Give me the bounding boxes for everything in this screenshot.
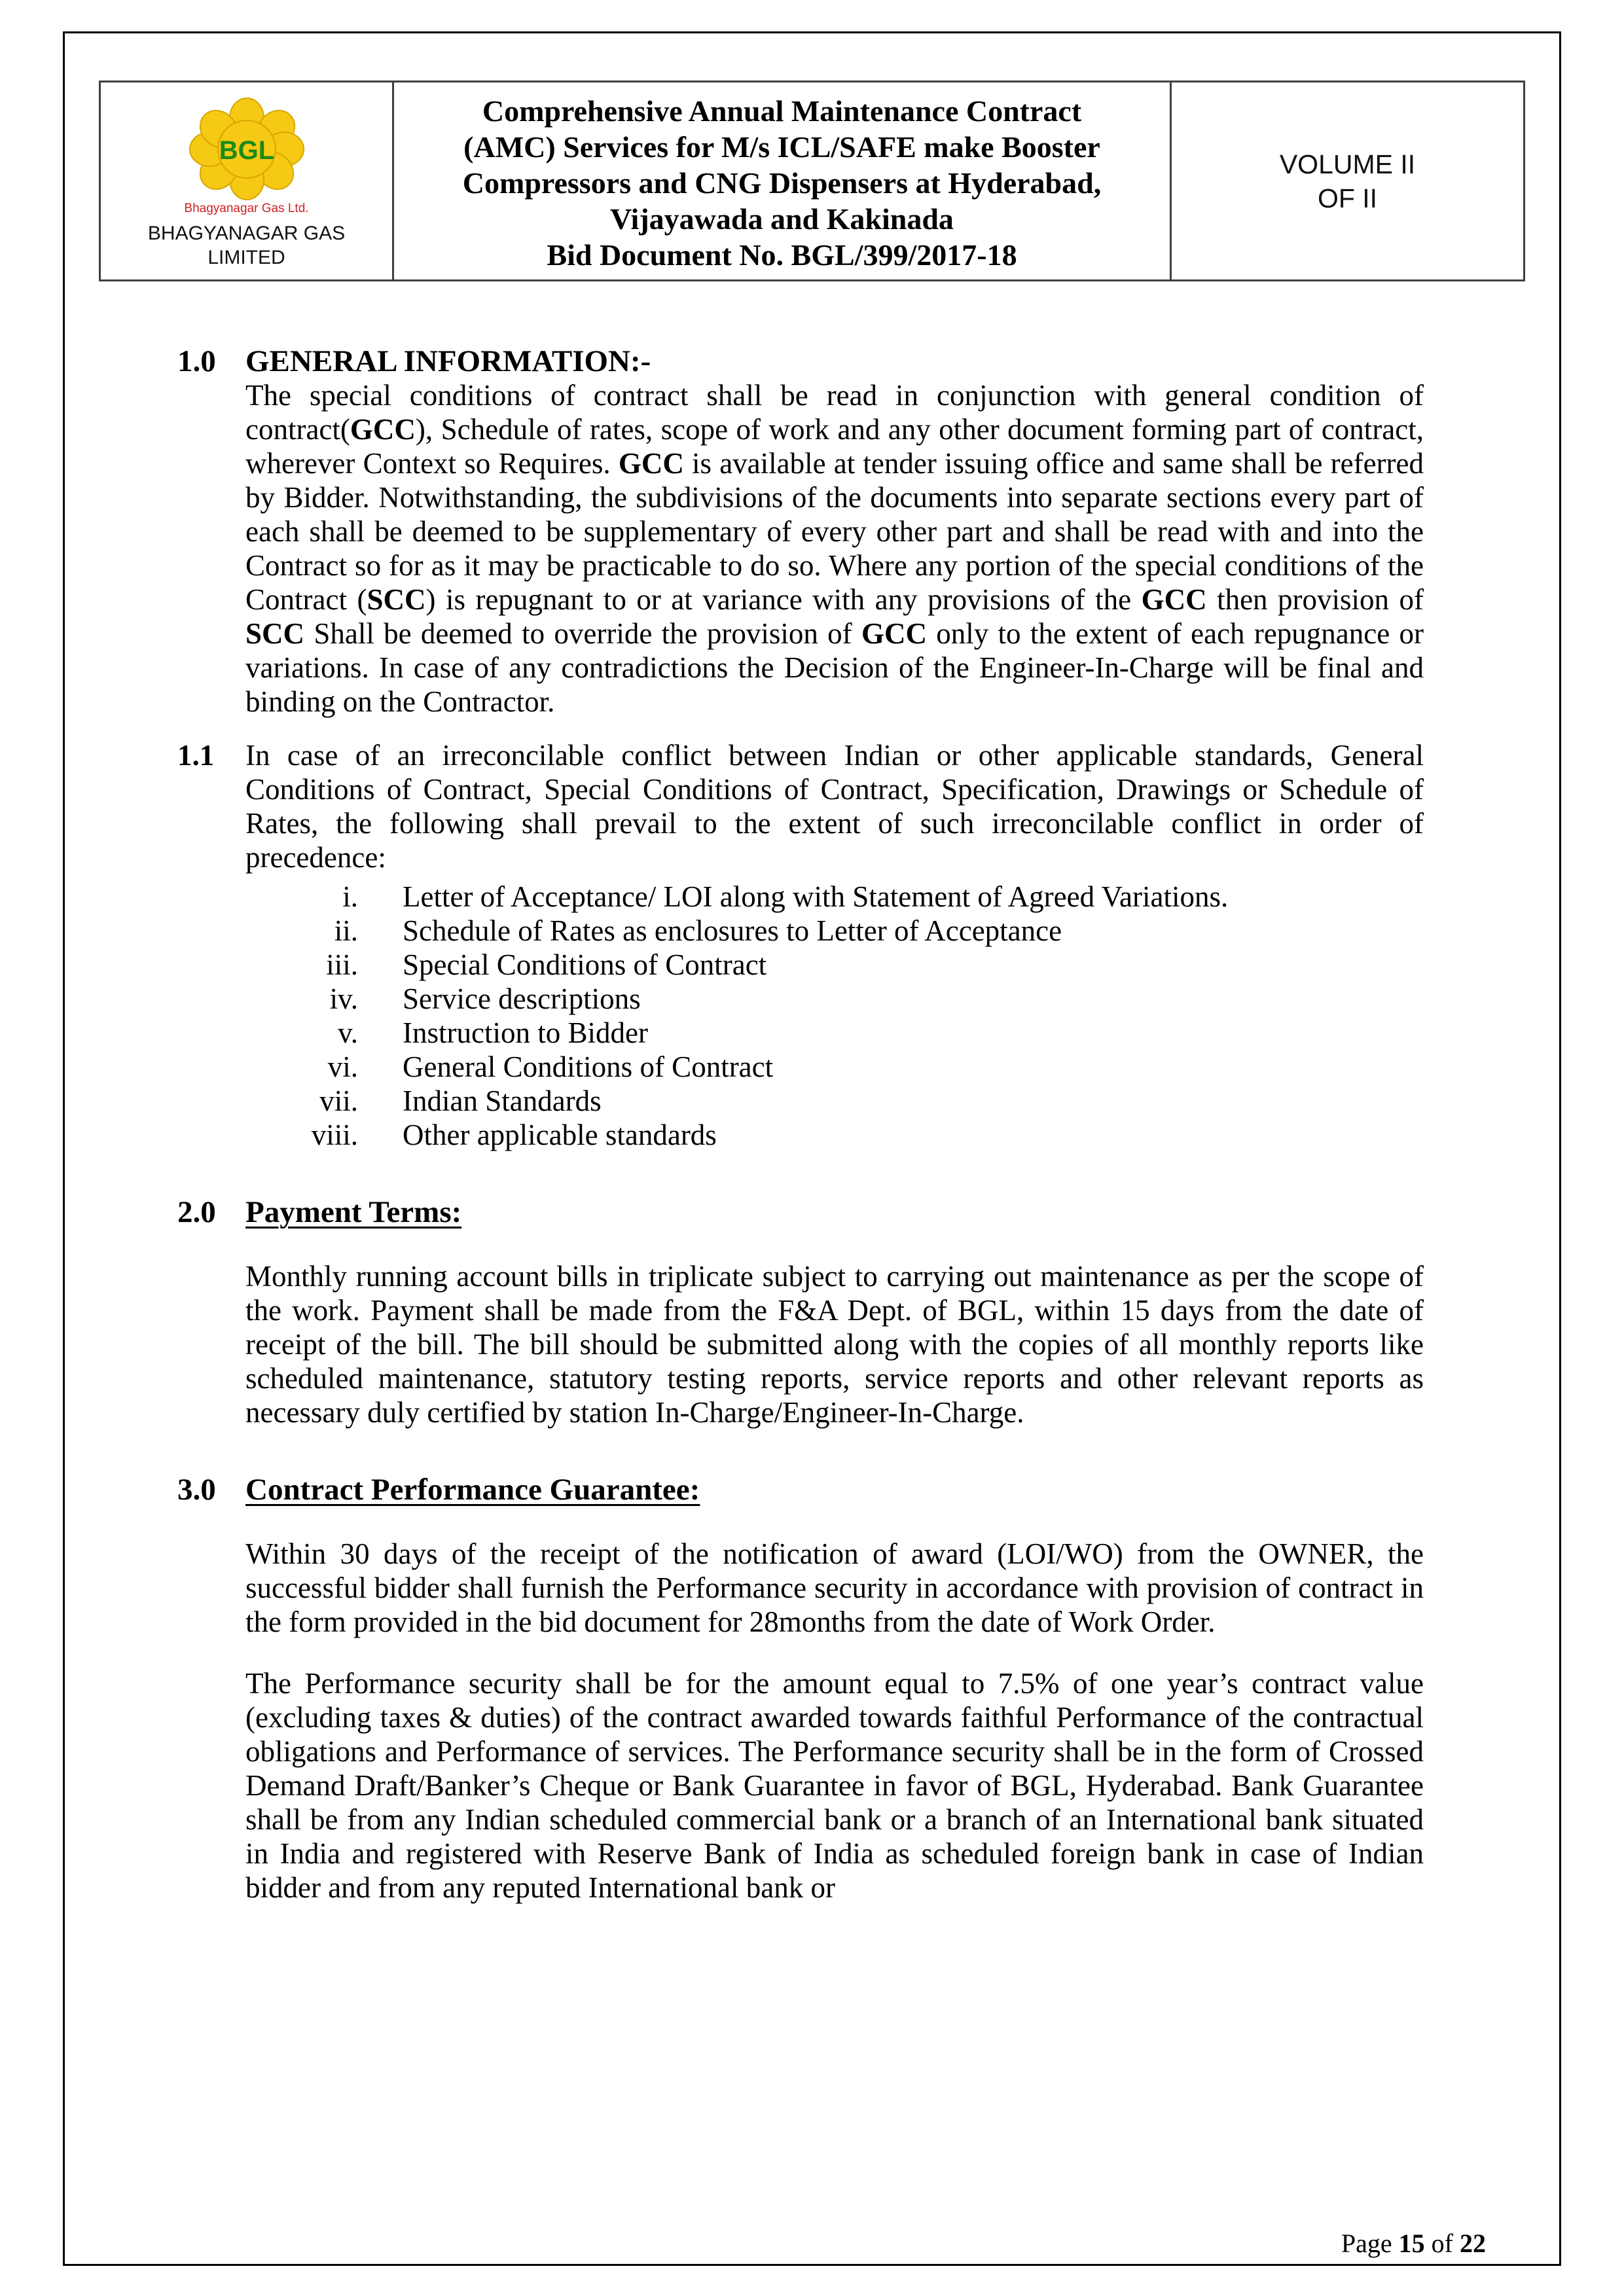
page-border [63,31,1561,2266]
company-name: BHAGYANAGAR GAS LIMITED [147,222,346,268]
section-title: Payment Terms: [245,1195,462,1229]
list-item-text: Service descriptions [403,982,641,1015]
list-item [177,1118,1485,1152]
section-1-0 [177,344,1485,719]
list-item [177,982,1485,1016]
section-number: 2.0 [177,1195,216,1229]
list-item-numeral: vi. [327,1050,358,1083]
section-title: Contract Performance Guarantee: [245,1473,700,1507]
page-number: 15 [1398,2229,1425,2258]
precedence-list [177,880,1485,1152]
page-footer [1341,2228,1486,2259]
title-cell [394,82,1170,279]
list-item-text: Schedule of Rates as enclosures to Letter of Acceptance [403,914,1062,947]
of-label: of [1424,2229,1460,2258]
list-item [177,1016,1485,1050]
document-header [99,81,1525,281]
section-2-0-heading [177,1195,1485,1229]
volume-line-1: VOLUME II [1279,149,1416,179]
bid-doc-number: Bid Document No. BGL/399/2017-18 [547,238,1017,272]
section-title: GENERAL INFORMATION:- [245,344,651,378]
list-item-numeral: v. [338,1016,358,1049]
section-3-0 [177,1473,1485,1905]
list-item [177,880,1485,914]
logo-cell [101,82,394,279]
doc-title-line-2: (AMC) Services for M/s ICL/SAFE make Booster [463,130,1100,164]
list-item-text: Indian Standards [403,1085,602,1117]
section-1-0-paragraph: The special conditions of contract shall be read in conjunction with general condition of contract(GCC), Schedule of rates, scope of work and any other document forming part of contract, wherever Context so Requires. GCC is available at tender issuing office and same shall be referred by Bidder. Notwithstanding, the subdivisions of the documents into separate sections every part of each shall be deemed to be supplementary of every other part and shall be read with and into the Contract so for as it may be practicable to do so. Where any portion of the special conditions of the Contract (SCC) is repugnant to or at variance with any provisions of the GCC then provision of SCC Shall be deemed to override the provision of GCC only to the extent of each repugnance or variations. In case of any contradictions the Decision of the Engineer-In-Charge will be final and binding on the Contractor. [245,379,1424,718]
logo-brand-text: Bhagyanagar Gas Ltd. [184,201,309,215]
list-item-numeral: ii. [334,914,358,947]
doc-title-line-1: Comprehensive Annual Maintenance Contract [482,94,1082,128]
list-item-numeral: iv. [329,982,358,1015]
list-item-numeral: iii. [326,948,358,981]
section-number: 3.0 [177,1473,216,1507]
page-label: Page [1341,2229,1399,2258]
section-3-0-heading [177,1473,1485,1507]
volume-cell [1170,82,1523,279]
section-number: 1.0 [177,344,216,378]
list-item-text: Other applicable standards [403,1119,717,1151]
list-item [177,914,1485,948]
section-3-0-paragraph-2: The Performance security shall be for the amount equal to 7.5% of one year’s contract value (excluding taxes & duties) of the contract awarded towards faithful Performance of the contractual obligations and Performance of services. The Performance security shall be in the form of Crossed Demand Draft/Banker’s Cheque or Bank Guarantee in favor of BGL, Hyderabad. Bank Guarantee shall be from any Indian scheduled commercial bank or a branch of an International bank situated in India and registered with Reserve Bank of India as scheduled foreign bank in case of Indian bidder and from any reputed International bank or [245,1667,1424,1904]
volume-line-2: OF II [1317,183,1378,213]
list-item-text: Letter of Acceptance/ LOI along with Statement of Agreed Variations. [403,880,1229,913]
list-item-text: General Conditions of Contract [403,1050,774,1083]
section-1-0-heading [177,344,1485,378]
section-2-0 [177,1195,1485,1429]
section-2-0-paragraph: Monthly running account bills in triplicate subject to carrying out maintenance as per the scope of the work. Payment shall be made from the F&A Dept. of BGL, within 15 days from the date of receipt of the bill. The bill should be submitted along with the copies of all monthly reports like scheduled maintenance, statutory testing reports, service reports and other relevant reports as necessary duly certified by station In-Charge/Engineer-In-Charge. [245,1260,1424,1429]
list-item-numeral: vii. [319,1085,358,1117]
list-item-text: Instruction to Bidder [403,1016,648,1049]
doc-title-line-3: Compressors and CNG Dispensers at Hyderabad, [462,166,1102,200]
list-item [177,1084,1485,1118]
section-1-1 [177,738,1485,1152]
list-item-text: Special Conditions of Contract [403,948,767,981]
list-item [177,948,1485,982]
section-1-1-paragraph: In case of an irreconcilable conflict between Indian or other applicable standards, General Conditions of Contract, Special Conditions of Contract, Specification, Drawings or Schedule of Rates, the following shall prevail to the extent of such irreconcilable conflict in order of precedence: [245,739,1424,874]
list-item-numeral: viii. [311,1119,358,1151]
document-body [177,344,1485,1905]
bgl-logo-icon [184,93,310,206]
section-number: 1.1 [177,739,215,772]
list-item-numeral: i. [342,880,358,913]
logo-monogram: BGL [219,135,274,165]
section-3-0-paragraph-1: Within 30 days of the receipt of the notification of award (LOI/WO) from the OWNER, the successful bidder shall furnish the Performance security in accordance with provision of contract in the form provided in the bid document for 28months from the date of Work Order. [245,1537,1424,1638]
list-item [177,1050,1485,1084]
page-total: 22 [1460,2229,1486,2258]
doc-title-line-4: Vijayawada and Kakinada [610,202,954,236]
